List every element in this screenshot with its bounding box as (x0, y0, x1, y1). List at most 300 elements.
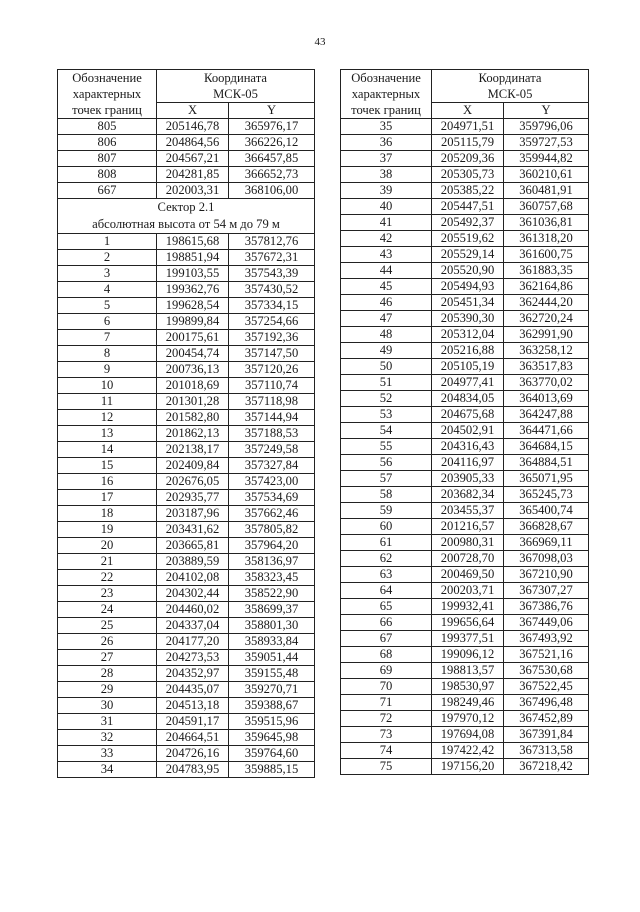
y-value: 359944,82 (504, 151, 589, 167)
x-value: 204116,97 (432, 455, 504, 471)
table-row (341, 167, 589, 183)
y-value: 359764,60 (229, 746, 315, 762)
x-value: 198615,68 (157, 234, 229, 250)
table-row (341, 311, 589, 327)
point-id: 26 (58, 634, 157, 650)
table-row (341, 487, 589, 503)
x-value: 198851,94 (157, 250, 229, 266)
point-id: 65 (341, 599, 432, 615)
y-value: 367452,89 (504, 711, 589, 727)
point-id: 33 (58, 746, 157, 762)
x-value: 200980,31 (432, 535, 504, 551)
point-id: 25 (58, 618, 157, 634)
y-value: 357662,46 (229, 506, 315, 522)
y-value: 359388,67 (229, 698, 315, 714)
x-value: 205451,34 (432, 295, 504, 311)
table-row (341, 695, 589, 711)
y-value: 367210,90 (504, 567, 589, 583)
point-id: 63 (341, 567, 432, 583)
table-row (341, 471, 589, 487)
point-id: 14 (58, 442, 157, 458)
table-row (58, 330, 315, 346)
point-id: 53 (341, 407, 432, 423)
y-value: 366969,11 (504, 535, 589, 551)
x-value: 198813,57 (432, 663, 504, 679)
x-value: 204567,21 (157, 151, 229, 167)
table-row (58, 666, 315, 682)
x-value: 204352,97 (157, 666, 229, 682)
point-id: 52 (341, 391, 432, 407)
point-id: 73 (341, 727, 432, 743)
y-value: 358933,84 (229, 634, 315, 650)
point-id: 5 (58, 298, 157, 314)
x-value: 200728,70 (432, 551, 504, 567)
point-id: 56 (341, 455, 432, 471)
point-id: 43 (341, 247, 432, 263)
x-value: 203187,96 (157, 506, 229, 522)
x-value: 204977,41 (432, 375, 504, 391)
y-value: 363770,02 (504, 375, 589, 391)
x-value: 203905,33 (432, 471, 504, 487)
x-value: 205385,22 (432, 183, 504, 199)
x-value: 199103,55 (157, 266, 229, 282)
table-row (341, 327, 589, 343)
table-row (341, 519, 589, 535)
table-row (341, 631, 589, 647)
point-id: 67 (341, 631, 432, 647)
point-id: 2 (58, 250, 157, 266)
y-value: 358136,97 (229, 554, 315, 570)
point-id: 29 (58, 682, 157, 698)
point-id: 32 (58, 730, 157, 746)
y-value: 367522,45 (504, 679, 589, 695)
y-value: 358801,30 (229, 618, 315, 634)
x-value: 199362,76 (157, 282, 229, 298)
table-row (341, 727, 589, 743)
table-row (341, 583, 589, 599)
table-row (341, 279, 589, 295)
table-row (58, 602, 315, 618)
point-id: 23 (58, 586, 157, 602)
y-value: 362720,24 (504, 311, 589, 327)
table-row (341, 247, 589, 263)
point-id: 20 (58, 538, 157, 554)
y-value: 357672,31 (229, 250, 315, 266)
coordinates-table-left (57, 69, 315, 778)
y-value: 362444,20 (504, 295, 589, 311)
x-value: 202409,84 (157, 458, 229, 474)
x-value: 202676,05 (157, 474, 229, 490)
table-row (58, 314, 315, 330)
x-value: 199096,12 (432, 647, 504, 663)
point-id: 806 (58, 135, 157, 151)
table-row (341, 295, 589, 311)
table-row (58, 554, 315, 570)
x-value: 204664,51 (157, 730, 229, 746)
x-value: 201862,13 (157, 426, 229, 442)
y-value: 367493,92 (504, 631, 589, 647)
point-id: 62 (341, 551, 432, 567)
point-id: 6 (58, 314, 157, 330)
point-id: 64 (341, 583, 432, 599)
table-row (58, 586, 315, 602)
y-value: 361318,20 (504, 231, 589, 247)
y-value: 359727,53 (504, 135, 589, 151)
table-row (58, 490, 315, 506)
x-value: 200175,61 (157, 330, 229, 346)
x-value: 204316,43 (432, 439, 504, 455)
point-id: 28 (58, 666, 157, 682)
point-id: 44 (341, 263, 432, 279)
table-row (58, 234, 315, 250)
point-id: 667 (58, 183, 157, 199)
table-row (58, 762, 315, 778)
table-row (58, 362, 315, 378)
point-id: 74 (341, 743, 432, 759)
y-value: 367386,76 (504, 599, 589, 615)
y-value: 362164,86 (504, 279, 589, 295)
table-row (58, 426, 315, 442)
point-id: 16 (58, 474, 157, 490)
header-y: Y (229, 103, 315, 119)
y-value: 357144,94 (229, 410, 315, 426)
table-row (58, 298, 315, 314)
x-value: 197970,12 (432, 711, 504, 727)
table-row (58, 522, 315, 538)
point-id: 75 (341, 759, 432, 775)
table-row (58, 442, 315, 458)
x-value: 204591,17 (157, 714, 229, 730)
y-value: 359155,48 (229, 666, 315, 682)
y-value: 364884,51 (504, 455, 589, 471)
y-value: 357543,39 (229, 266, 315, 282)
point-id: 9 (58, 362, 157, 378)
x-value: 202138,17 (157, 442, 229, 458)
y-value: 365400,74 (504, 503, 589, 519)
x-value: 204783,95 (157, 762, 229, 778)
x-value: 199932,41 (432, 599, 504, 615)
header-x: X (157, 103, 229, 119)
x-value: 205209,36 (432, 151, 504, 167)
table-row (341, 743, 589, 759)
table-row (341, 663, 589, 679)
table-row (58, 151, 315, 167)
table-row (58, 650, 315, 666)
x-value: 205305,73 (432, 167, 504, 183)
y-value: 359796,06 (504, 119, 589, 135)
table-row (341, 567, 589, 583)
table-row (341, 263, 589, 279)
y-value: 360210,61 (504, 167, 589, 183)
point-id: 24 (58, 602, 157, 618)
point-id: 35 (341, 119, 432, 135)
table-row (58, 506, 315, 522)
y-value: 359270,71 (229, 682, 315, 698)
x-value: 204435,07 (157, 682, 229, 698)
table-row (341, 455, 589, 471)
y-value: 359645,98 (229, 730, 315, 746)
table-row (341, 599, 589, 615)
x-value: 201582,80 (157, 410, 229, 426)
header-coordinate: Координата МСК-05 (157, 70, 315, 103)
point-id: 1 (58, 234, 157, 250)
table-row (58, 730, 315, 746)
table-row (341, 343, 589, 359)
table-row (341, 183, 589, 199)
table-row (58, 714, 315, 730)
y-value: 360757,68 (504, 199, 589, 215)
y-value: 357118,98 (229, 394, 315, 410)
x-value: 197422,42 (432, 743, 504, 759)
sector-title: Сектор 2.1 (157, 200, 215, 214)
y-value: 364684,15 (504, 439, 589, 455)
point-id: 42 (341, 231, 432, 247)
x-value: 199628,54 (157, 298, 229, 314)
y-value: 367521,16 (504, 647, 589, 663)
point-id: 22 (58, 570, 157, 586)
x-value: 200203,71 (432, 583, 504, 599)
table-row (58, 119, 315, 135)
table-row (58, 474, 315, 490)
x-value: 205494,93 (432, 279, 504, 295)
point-id: 54 (341, 423, 432, 439)
x-value: 204302,44 (157, 586, 229, 602)
y-value: 357192,36 (229, 330, 315, 346)
point-id: 57 (341, 471, 432, 487)
x-value: 203455,37 (432, 503, 504, 519)
x-value: 205492,37 (432, 215, 504, 231)
point-id: 68 (341, 647, 432, 663)
y-value: 367496,48 (504, 695, 589, 711)
point-id: 39 (341, 183, 432, 199)
point-id: 808 (58, 167, 157, 183)
y-value: 357423,00 (229, 474, 315, 490)
table-row (341, 647, 589, 663)
header-x: X (432, 103, 504, 119)
table-row (341, 503, 589, 519)
x-value: 201301,28 (157, 394, 229, 410)
x-value: 200469,50 (432, 567, 504, 583)
y-value: 367391,84 (504, 727, 589, 743)
x-value: 205520,90 (432, 263, 504, 279)
table-row (58, 746, 315, 762)
y-value: 359885,15 (229, 762, 315, 778)
y-value: 364247,88 (504, 407, 589, 423)
table-row (58, 167, 315, 183)
x-value: 205447,51 (432, 199, 504, 215)
table-row (341, 423, 589, 439)
x-value: 204502,91 (432, 423, 504, 439)
point-id: 805 (58, 119, 157, 135)
table-row (58, 570, 315, 586)
y-value: 367449,06 (504, 615, 589, 631)
table-row (341, 119, 589, 135)
table-row (58, 410, 315, 426)
x-value: 201018,69 (157, 378, 229, 394)
x-value: 199899,84 (157, 314, 229, 330)
point-id: 58 (341, 487, 432, 503)
x-value: 204971,51 (432, 119, 504, 135)
point-id: 61 (341, 535, 432, 551)
table-row (341, 759, 589, 775)
y-value: 367307,27 (504, 583, 589, 599)
x-value: 200454,74 (157, 346, 229, 362)
point-id: 55 (341, 439, 432, 455)
header-designation: Обозначение характерных точек границ (341, 70, 432, 119)
y-value: 357327,84 (229, 458, 315, 474)
x-value: 204726,16 (157, 746, 229, 762)
point-id: 18 (58, 506, 157, 522)
sector-subtitle: абсолютная высота от 54 м до 79 м (92, 217, 280, 231)
point-id: 66 (341, 615, 432, 631)
point-id: 15 (58, 458, 157, 474)
table-row (58, 458, 315, 474)
point-id: 31 (58, 714, 157, 730)
table-row (58, 698, 315, 714)
table-row (341, 551, 589, 567)
y-value: 357120,26 (229, 362, 315, 378)
table-row (58, 250, 315, 266)
y-value: 365245,73 (504, 487, 589, 503)
point-id: 51 (341, 375, 432, 391)
x-value: 200736,13 (157, 362, 229, 378)
point-id: 69 (341, 663, 432, 679)
x-value: 204834,05 (432, 391, 504, 407)
point-id: 11 (58, 394, 157, 410)
table-row (58, 266, 315, 282)
x-value: 198530,97 (432, 679, 504, 695)
header-y: Y (504, 103, 589, 119)
x-value: 203889,59 (157, 554, 229, 570)
y-value: 367098,03 (504, 551, 589, 567)
x-value: 205146,78 (157, 119, 229, 135)
y-value: 357334,15 (229, 298, 315, 314)
point-id: 59 (341, 503, 432, 519)
page-number: 43 (314, 36, 326, 48)
table-row (341, 535, 589, 551)
point-id: 47 (341, 311, 432, 327)
point-id: 19 (58, 522, 157, 538)
point-id: 36 (341, 135, 432, 151)
point-id: 70 (341, 679, 432, 695)
point-id: 3 (58, 266, 157, 282)
point-id: 8 (58, 346, 157, 362)
point-id: 12 (58, 410, 157, 426)
y-value: 363517,83 (504, 359, 589, 375)
table-row (341, 375, 589, 391)
y-value: 357964,20 (229, 538, 315, 554)
table-row (341, 711, 589, 727)
x-value: 204177,20 (157, 634, 229, 650)
point-id: 49 (341, 343, 432, 359)
x-value: 205105,19 (432, 359, 504, 375)
y-value: 358522,90 (229, 586, 315, 602)
y-value: 360481,91 (504, 183, 589, 199)
point-id: 13 (58, 426, 157, 442)
x-value: 205312,04 (432, 327, 504, 343)
table-row (58, 282, 315, 298)
y-value: 367530,68 (504, 663, 589, 679)
y-value: 357534,69 (229, 490, 315, 506)
y-value: 361036,81 (504, 215, 589, 231)
x-value: 202003,31 (157, 183, 229, 199)
table-row (341, 199, 589, 215)
point-id: 45 (341, 279, 432, 295)
point-id: 71 (341, 695, 432, 711)
table-row (58, 634, 315, 650)
point-id: 7 (58, 330, 157, 346)
y-value: 357188,53 (229, 426, 315, 442)
y-value: 366828,67 (504, 519, 589, 535)
y-value: 366226,12 (229, 135, 315, 151)
point-id: 37 (341, 151, 432, 167)
x-value: 205519,62 (432, 231, 504, 247)
table-row (341, 135, 589, 151)
y-value: 357147,50 (229, 346, 315, 362)
table-row (58, 682, 315, 698)
point-id: 60 (341, 519, 432, 535)
coordinates-table-right (340, 69, 589, 775)
point-id: 41 (341, 215, 432, 231)
x-value: 204460,02 (157, 602, 229, 618)
y-value: 365071,95 (504, 471, 589, 487)
y-value: 367218,42 (504, 759, 589, 775)
y-value: 357249,58 (229, 442, 315, 458)
point-id: 38 (341, 167, 432, 183)
y-value: 366457,85 (229, 151, 315, 167)
x-value: 199377,51 (432, 631, 504, 647)
point-id: 807 (58, 151, 157, 167)
y-value: 368106,00 (229, 183, 315, 199)
y-value: 358699,37 (229, 602, 315, 618)
point-id: 17 (58, 490, 157, 506)
y-value: 362991,90 (504, 327, 589, 343)
table-row (341, 231, 589, 247)
y-value: 357110,74 (229, 378, 315, 394)
x-value: 205390,30 (432, 311, 504, 327)
y-value: 357805,82 (229, 522, 315, 538)
x-value: 204513,18 (157, 698, 229, 714)
table-row (341, 679, 589, 695)
y-value: 357812,76 (229, 234, 315, 250)
y-value: 359051,44 (229, 650, 315, 666)
x-value: 201216,57 (432, 519, 504, 535)
point-id: 48 (341, 327, 432, 343)
point-id: 10 (58, 378, 157, 394)
x-value: 199656,64 (432, 615, 504, 631)
y-value: 361600,75 (504, 247, 589, 263)
point-id: 30 (58, 698, 157, 714)
y-value: 367313,58 (504, 743, 589, 759)
y-value: 365976,17 (229, 119, 315, 135)
x-value: 203665,81 (157, 538, 229, 554)
x-value: 205115,79 (432, 135, 504, 151)
x-value: 204337,04 (157, 618, 229, 634)
y-value: 361883,35 (504, 263, 589, 279)
y-value: 364471,66 (504, 423, 589, 439)
point-id: 40 (341, 199, 432, 215)
table-row (58, 135, 315, 151)
x-value: 204864,56 (157, 135, 229, 151)
table-row (58, 618, 315, 634)
y-value: 363258,12 (504, 343, 589, 359)
x-value: 203431,62 (157, 522, 229, 538)
table-row (341, 215, 589, 231)
x-value: 198249,46 (432, 695, 504, 711)
table-row (58, 346, 315, 362)
table-row (341, 615, 589, 631)
y-value: 366652,73 (229, 167, 315, 183)
